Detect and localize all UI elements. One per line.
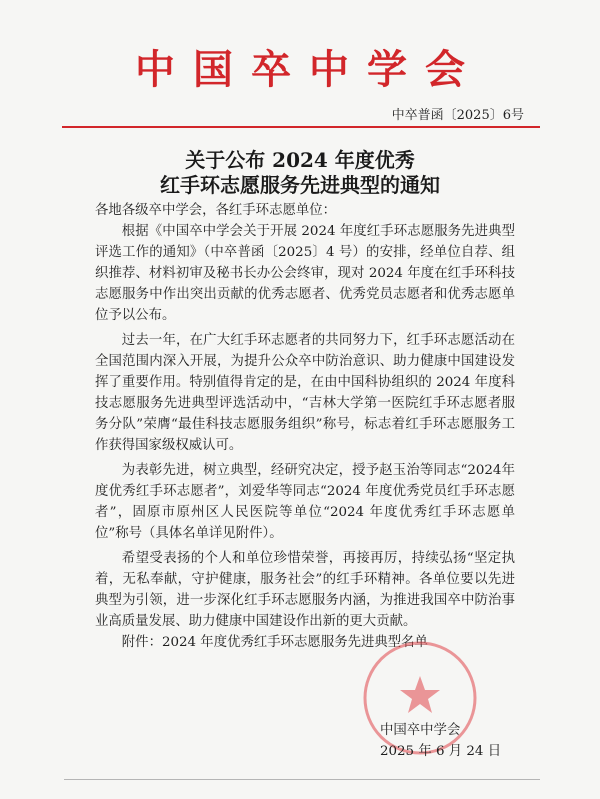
title-line-1: 关于公布 2024 年度优秀 — [185, 148, 415, 172]
paragraph: 希望受表扬的个人和单位珍惜荣誉，再接再厉，持续弘扬“坚定执着，无私奉献，守护健康，服务社会”的红手环精神。各单位要以先进典型为引领，进一步深化红手环志愿服务内涵，为推进我国卒中防治事业高质量发展、助力健康中国建设作出新的更大贡献。 — [95, 551, 515, 629]
org-letterhead: 中国卒中学会 — [135, 47, 483, 93]
signature-date: 2025 年 6 月 24 日 — [380, 744, 502, 759]
document-number: 中卒普函〔2025〕6号 — [391, 108, 524, 123]
salutation: 各地各级卒中学会，各红手环志愿单位： — [95, 203, 337, 218]
attachment-note: 附件：2024 年度优秀红手环志愿服务先进典型名单 — [121, 635, 428, 650]
paragraph: 过去一年，在广大红手环志愿者的共同努力下，红手环志愿活动在全国范围内深入开展，为提升公众卒中防治意识、助力健康中国建设发挥了重要作用。特别值得肯定的是，在由中国科协组织的 2024 年度科技志愿服务先进典型评选活动中，“吉林大学第一医院红手环志愿者服务分队”荣膺“最佳科技志愿服务组织”称号，标志着红手环志愿服务工作获得国家级权威认可。 — [95, 333, 515, 453]
paragraph: 根据《中国卒中学会关于开展 2024 年度红手环志愿服务先进典型评选工作的通知》（中卒普函〔2025〕4 号）的安排，经单位自荐、组织推荐、材料初审及秘书长办公会终审，现对 2024 年度在红手环科技志愿服务中作出突出贡献的优秀志愿者、优秀党员志愿者和优秀志愿单位予以公布。 — [95, 224, 515, 323]
document-body — [95, 200, 515, 653]
title-line-2: 红手环志愿服务先进典型的通知 — [160, 173, 440, 197]
footer-divider — [64, 779, 540, 780]
document-title — [0, 148, 600, 198]
signature-org: 中国卒中学会 — [380, 723, 461, 738]
paragraph: 为表彰先进，树立典型，经研究决定，授予赵玉治等同志“2024年度优秀红手环志愿者”，刘爱华等同志“2024 年度优秀党员红手环志愿者”，固原市原州区人民医院等单位“2024 年度优秀红手环志愿单位”称号（具体名单详见附件）。 — [95, 463, 515, 541]
letterhead-divider — [62, 126, 540, 128]
